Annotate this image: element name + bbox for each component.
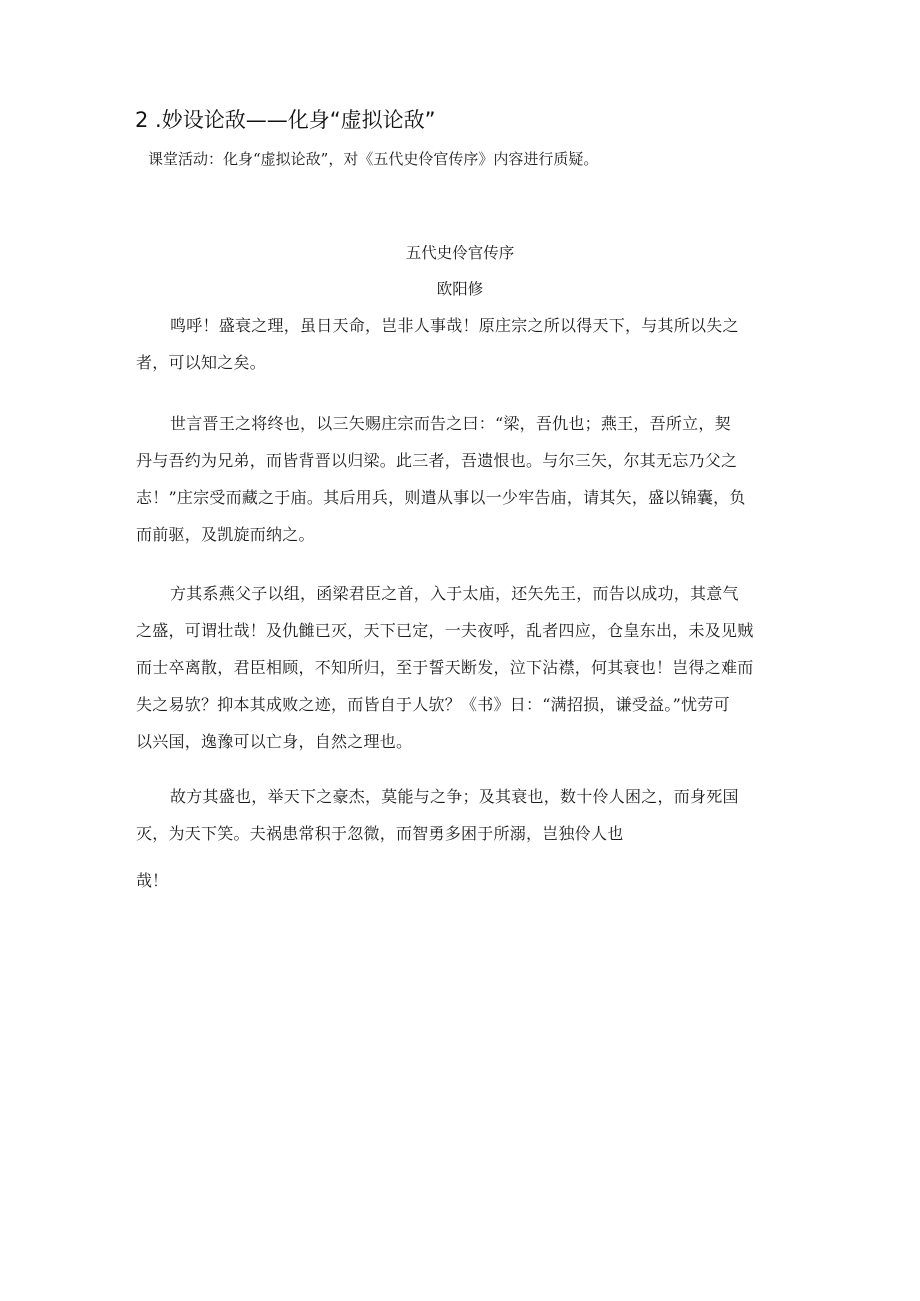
paragraph-4	[136, 778, 780, 852]
text-line: 而前驱，及凯旋而纳之。	[136, 525, 315, 544]
text-line: 丹与吾约为兄弟，而皆背晋以归梁。此三者，吾遗恨也。与尔三矢，尔其无忘乃父之	[136, 451, 738, 470]
text-line: 方其系燕父子以组，函梁君臣之首，入于太庙，还矢先王，而告以成功，其意气	[170, 584, 739, 603]
paragraph-tail: 哉！	[136, 871, 169, 890]
text-line: 鸣呼！盛衰之理，虽日天命，岂非人事哉！原庄宗之所以得天下，与其所以失之	[170, 316, 739, 335]
text-line: 世言晋王之将终也，以三矢赐庄宗而告之曰：“梁，吾仇也；燕王，吾所立，契	[170, 414, 731, 433]
text-line: 而士卒离散，君臣相顾，不知所归，至于誓天断发，泣下沾襟，何其衰也！岂得之难而	[136, 658, 754, 677]
text-line: 故方其盛也，举天下之豪杰，莫能与之争；及其衰也，数十伶人困之，而身死国	[170, 787, 739, 806]
text-line: 志！”庄宗受而藏之于庙。其后用兵，则遣从事以一少牢告庙，请其矢，盛以锦囊，负	[136, 488, 746, 507]
paragraph-1	[136, 307, 780, 381]
text-line: 失之易欤？抑本其成败之迹，而皆自于人欤？《书》日：“满招损，谦受益。”忧劳可	[136, 695, 730, 714]
paragraph-2	[136, 405, 780, 553]
section-heading: 2 .妙设论敌——化身“虚拟论敌”	[135, 108, 436, 132]
paragraph-3	[136, 575, 780, 760]
text-line: 灭，为天下笑。夫祸患常积于忽微，而智勇多困于所溺，岂独伶人也	[136, 824, 624, 843]
document-author: 欧阳修	[436, 280, 484, 298]
text-line: 者，可以知之矣。	[136, 353, 267, 372]
text-line: 之盛，可谓壮哉！及仇雠已灭，天下已定，一夫夜呼，乱者四应，仓皇东出，未及见贼	[136, 621, 754, 640]
text-line: 以兴国，逸豫可以亡身，自然之理也。	[136, 732, 413, 751]
document-title: 五代史伶官传序	[405, 244, 515, 262]
activity-instruction: 课堂活动：化身“虚拟论敌”，对《五代史伶官传序》内容进行质疑。	[148, 150, 599, 168]
